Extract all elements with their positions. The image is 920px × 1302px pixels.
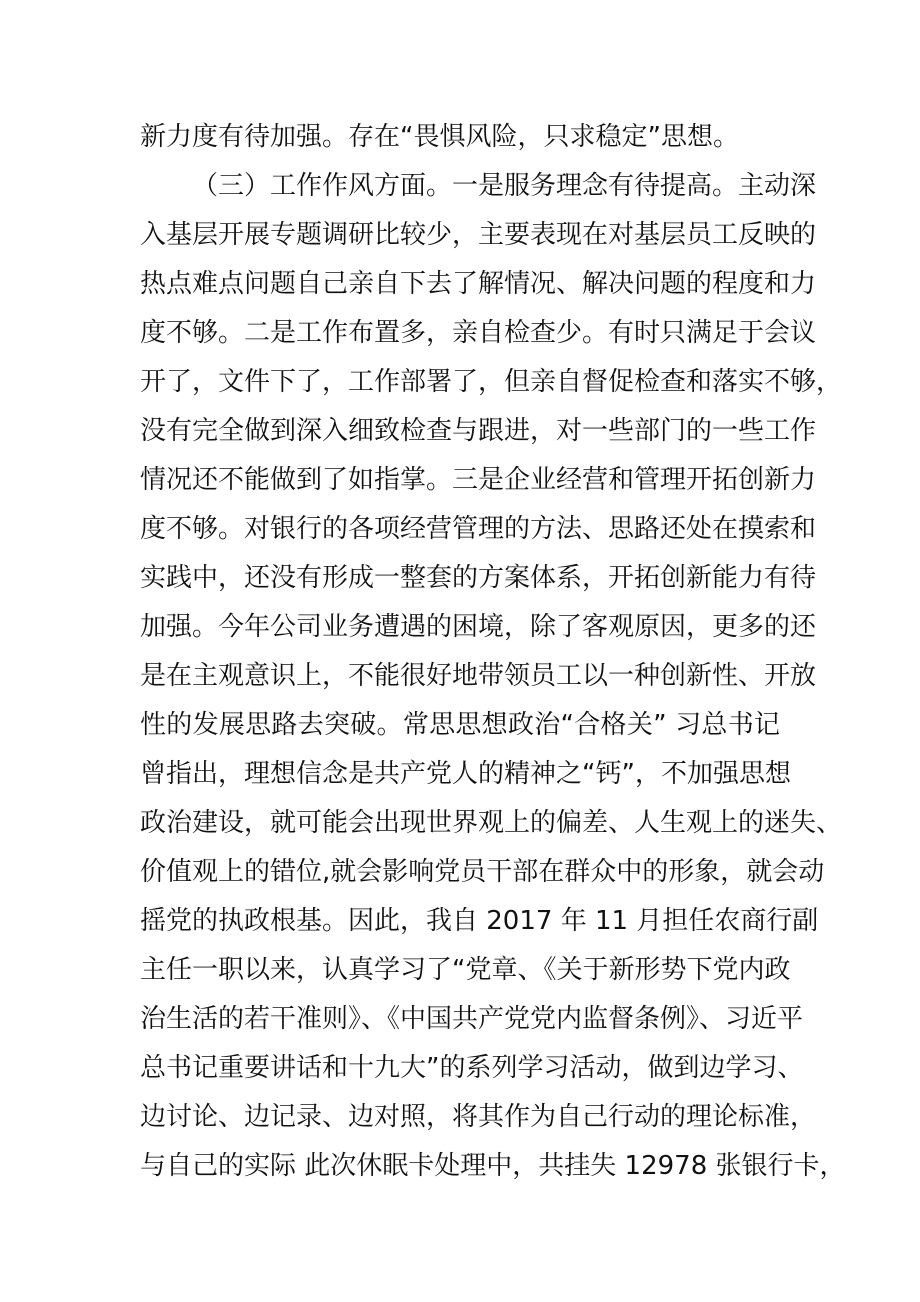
text-line-20: 总书记重要讲话和十九大”的系列学习活动，做到边学习、 — [140, 1053, 804, 1083]
text-line-3: 入基层开展专题调研比较少，主要表现在对基层员工反映的 — [140, 220, 817, 250]
text-line-6: 开了，文件下了，工作部署了，但亲自督促检查和落实不够， — [140, 367, 843, 397]
text-line-11: 加强。今年公司业务遭遇的困境，除了客观原因，更多的还 — [140, 612, 817, 642]
text-line-2: （三）工作作风方面。一是服务理念有待提高。主动深 — [192, 171, 817, 201]
text-line-1: 新力度有待加强。存在“畏惧风险，只求稳定”思想。 — [140, 122, 739, 152]
text-line-13: 性的发展思路去突破。常思思想政治“合格关” 习总书记 — [140, 710, 780, 740]
text-line-18: 主任一职以来，认真学习了“党章、《关于新形势下党内政 — [140, 955, 791, 985]
text-line-4: 热点难点问题自己亲自下去了解情况、解决问题的程度和力 — [140, 269, 817, 299]
text-line-10: 实践中，还没有形成一整套的方案体系，开拓创新能力有待 — [140, 563, 817, 593]
text-line-16: 价值观上的错位,就会影响党员干部在群众中的形象，就会动 — [140, 857, 825, 887]
text-line-9: 度不够。对银行的各项经营管理的方法、思路还处在摸索和 — [140, 514, 817, 544]
text-line-7: 没有完全做到深入细致检查与跟进，对一些部门的一些工作 — [140, 416, 817, 446]
text-line-21: 边讨论、边记录、边对照，将其作为自己行动的理论标准， — [140, 1102, 817, 1132]
text-line-19: 治生活的若干准则》、《中国共产党党内监督条例》、习近平 — [140, 1004, 804, 1034]
text-line-22: 与自己的实际 此次休眠卡处理中，共挂失 12978 张银行卡， — [140, 1151, 846, 1181]
text-line-12: 是在主观意识上，不能很好地带领员工以一种创新性、开放 — [140, 661, 817, 691]
text-line-15: 政治建设，就可能会出现世界观上的偏差、人生观上的迷失、 — [140, 808, 843, 838]
text-line-8: 情况还不能做到了如指掌。三是企业经营和管理开拓创新力 — [140, 465, 817, 495]
text-line-5: 度不够。二是工作布置多，亲自检查少。有时只满足于会议 — [140, 318, 817, 348]
text-line-17: 摇党的执政根基。因此，我自 2017 年 11 月担任农商行副 — [140, 906, 819, 936]
text-line-14: 曾指出，理想信念是共产党人的精神之“钙”，不加强思想 — [140, 759, 791, 789]
